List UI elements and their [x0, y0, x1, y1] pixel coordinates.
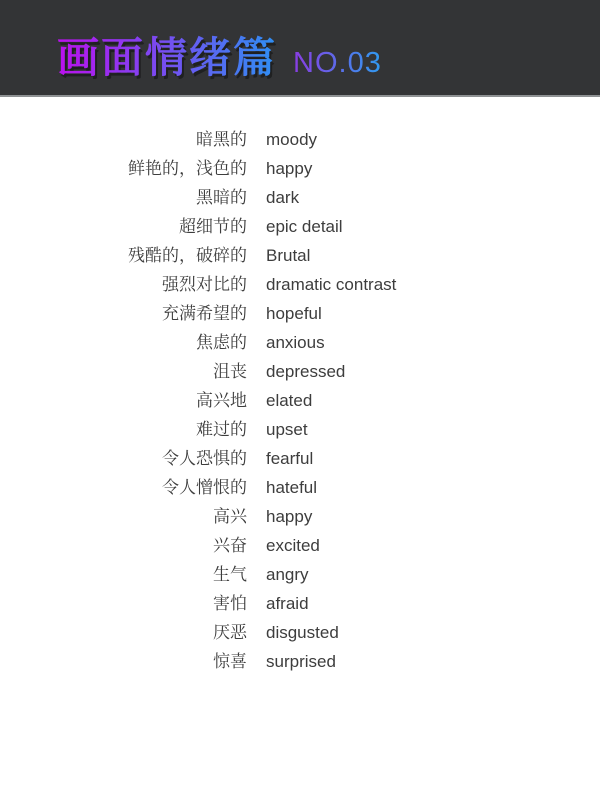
en-term: fearful [266, 449, 314, 468]
vocab-row [0, 386, 600, 415]
en-term: happy [266, 507, 313, 526]
cn-term: 超细节的 [179, 217, 247, 236]
en-term: epic detail [266, 217, 343, 236]
cn-term: 残酷的，破碎的 [128, 246, 247, 265]
en-term: anxious [266, 333, 325, 352]
vocab-row [0, 328, 600, 357]
cn-term: 生气 [213, 565, 247, 584]
vocab-row [0, 299, 600, 328]
cn-term: 高兴地 [196, 391, 247, 410]
vocab-row [0, 183, 600, 212]
vocab-row [0, 444, 600, 473]
en-term: upset [266, 420, 308, 439]
cn-term: 充满希望的 [162, 304, 247, 323]
vocab-row [0, 125, 600, 154]
cn-term: 强烈对比的 [162, 275, 247, 294]
cn-term: 令人恐惧的 [162, 449, 247, 468]
en-term: Brutal [266, 246, 311, 265]
en-term: dramatic contrast [266, 275, 397, 294]
vocab-row [0, 618, 600, 647]
en-term: elated [266, 391, 313, 410]
vocab-row [0, 502, 600, 531]
vocab-row [0, 589, 600, 618]
vocab-row [0, 647, 600, 676]
en-term: dark [266, 188, 300, 207]
cn-term: 厌恶 [213, 623, 247, 642]
cn-term: 鲜艳的，浅色的 [128, 159, 247, 178]
vocab-row [0, 473, 600, 502]
vocab-row [0, 531, 600, 560]
issue-number: NO.03 [293, 46, 382, 79]
vocab-row [0, 241, 600, 270]
cn-term: 高兴 [213, 507, 247, 526]
en-term: hopeful [266, 304, 322, 323]
vocab-row [0, 357, 600, 386]
cn-term: 难过的 [196, 420, 247, 439]
vocab-row [0, 270, 600, 299]
cn-term: 令人憎恨的 [162, 478, 247, 497]
en-term: depressed [266, 362, 346, 381]
card-header [0, 0, 600, 97]
en-term: afraid [266, 594, 309, 613]
en-term: hateful [266, 478, 318, 497]
cn-term: 焦虑的 [196, 333, 247, 352]
vocab-list [0, 97, 600, 676]
vocab-row [0, 154, 600, 183]
en-term: disgusted [266, 623, 339, 642]
cn-term: 兴奋 [213, 536, 247, 555]
cn-term: 黑暗的 [196, 188, 247, 207]
cn-term: 惊喜 [213, 652, 247, 671]
en-term: happy [266, 159, 313, 178]
vocab-row [0, 415, 600, 444]
en-term: angry [266, 565, 309, 584]
cn-term: 害怕 [213, 594, 247, 613]
en-term: moody [266, 130, 318, 149]
cn-term: 沮丧 [213, 362, 247, 381]
en-term: surprised [266, 652, 336, 671]
cn-term: 暗黑的 [196, 130, 247, 149]
header-title-row [57, 35, 382, 81]
card-title: 画面情绪篇 [57, 33, 278, 81]
en-term: excited [266, 536, 320, 555]
vocab-row [0, 212, 600, 241]
vocab-row [0, 560, 600, 589]
